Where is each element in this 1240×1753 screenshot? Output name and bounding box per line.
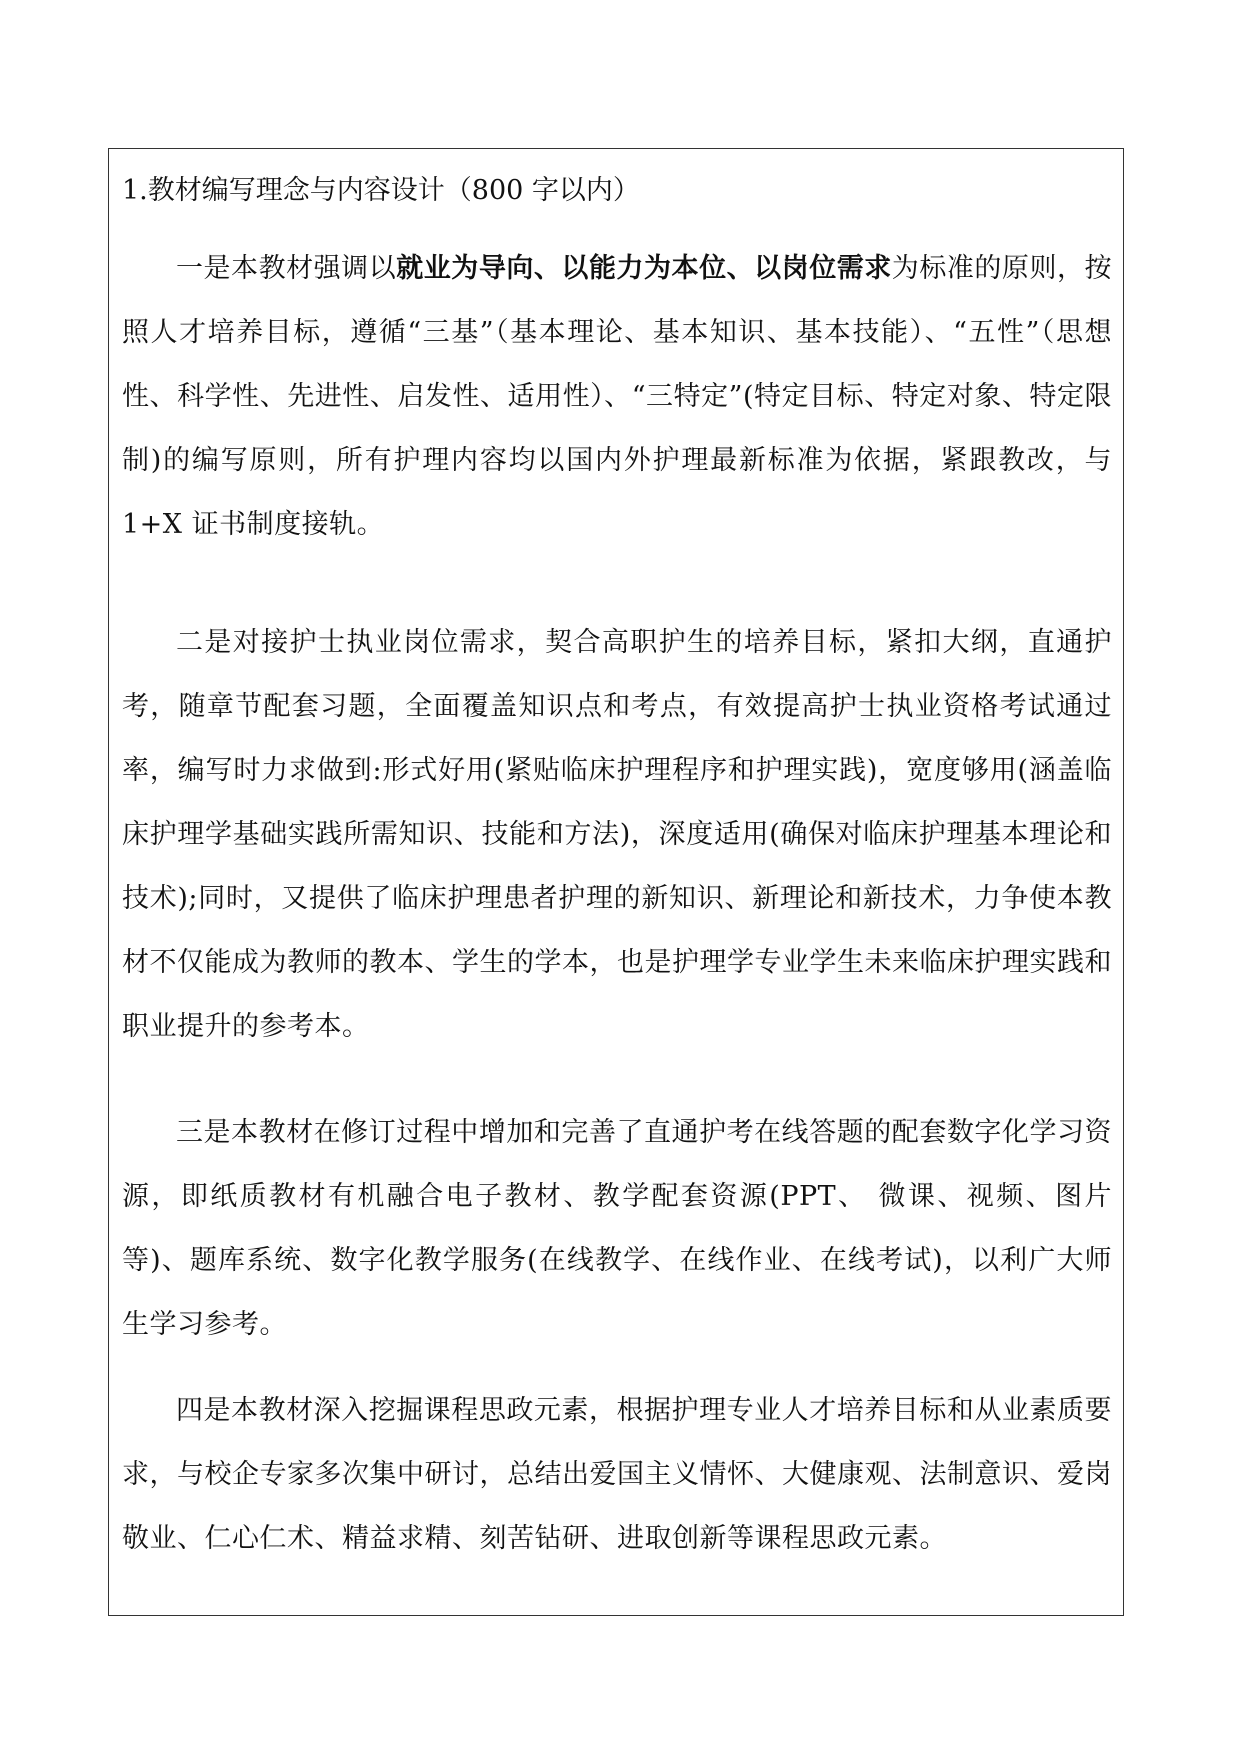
section-heading: 1.教材编写理念与内容设计（800 字以内） [122, 175, 640, 206]
paragraph-1-rest: 为标准的原则，按照人才培养目标，遵循“三基”（基本理论、基本知识、基本技能）、“五性”（思想性、科学性、先进性、启发性、适用性）、“三特定”(特定目标、特定对象、特定限制)的编写原则，所有护理内容均以国内外护理最新标准为依据，紧跟教改，与 1+X 证书制度接轨。 [122, 253, 1113, 540]
paragraph-nursing-exam-alignment: 二是对接护士执业岗位需求，契合高职护生的培养目标，紧扣大纲，直通护考，随章节配套习题，全面覆盖知识点和考点，有效提高护士执业资格考试通过率，编写时力求做到:形式好用(紧贴临床护理程序和护理实践)，宽度够用(涵盖临床护理学基础实践所需知识、技能和方法)，深度适用(确保对临床护理基本理论和技术);同时，又提供了临床护理患者护理的新知识、新理论和新技术，力争使本教材不仅能成为教师的教本、学生的学本，也是护理学专业学生未来临床护理实践和职业提升的参考本。 [122, 627, 1112, 1042]
paragraph-1-emphasis: 就业为导向、以能力为本位、以岗位需求 [396, 253, 892, 284]
paragraph-employment-orientation [122, 237, 1112, 557]
paragraph-digital-resources: 三是本教材在修订过程中增加和完善了直通护考在线答题的配套数字化学习资源，即纸质教材有机融合电子教材、教学配套资源(PPT、 微课、视频、图片等)、题库系统、数字化教学服务(在线教学、在线作业、在线考试)，以利广大师生学习参考。 [122, 1117, 1112, 1340]
paragraph-1-lead: 一是本教材强调以 [176, 253, 397, 284]
paragraph-ideological-elements: 四是本教材深入挖掘课程思政元素，根据护理专业人才培养目标和从业素质要求，与校企专家多次集中研讨，总结出爱国主义情怀、大健康观、法制意识、爱岗敬业、仁心仁术、精益求精、刻苦钻研、进取创新等课程思政元素。 [122, 1395, 1112, 1554]
form-table-cell [108, 148, 1124, 1616]
